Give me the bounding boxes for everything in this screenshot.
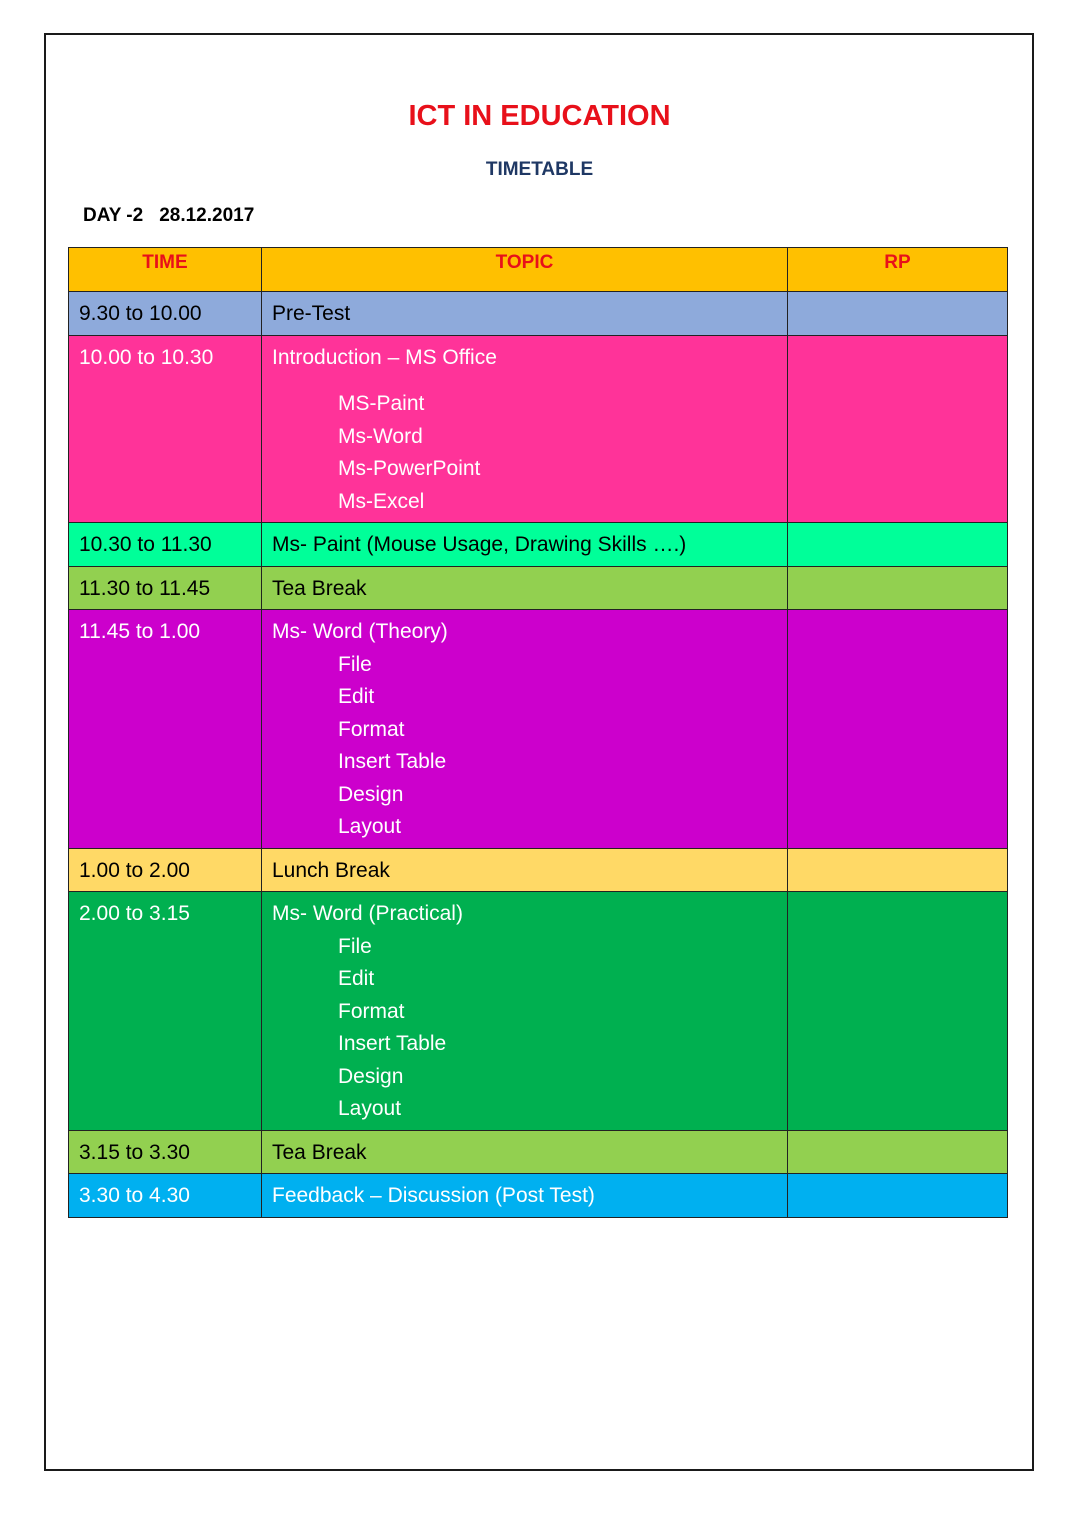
rp-cell: [788, 848, 1008, 892]
subtopic-item: Format: [338, 717, 405, 741]
time-cell: 9.30 to 10.00: [69, 292, 262, 336]
table-row: [69, 610, 1008, 849]
topic-title: Lunch Break: [272, 858, 390, 882]
topic-cell: [262, 1174, 788, 1218]
time-cell: 3.15 to 3.30: [69, 1130, 262, 1174]
time-cell: 10.30 to 11.30: [69, 523, 262, 567]
day-date-line: [83, 205, 270, 227]
timetable-body: [69, 292, 1008, 1218]
subtopic-item: Layout: [338, 815, 402, 838]
table-row: [69, 335, 1008, 523]
rp-cell: [788, 523, 1008, 567]
subtopic-item: File: [338, 934, 372, 958]
time-cell: 3.30 to 4.30: [69, 1174, 262, 1218]
rp-cell: [788, 610, 1008, 849]
topic-cell: [262, 335, 788, 523]
subtopic-item: MS-Paint: [338, 392, 425, 415]
time-cell: 10.00 to 10.30: [69, 335, 262, 523]
topic-title: Ms- Paint (Mouse Usage, Drawing Skills ….): [272, 533, 687, 556]
topic-cell: [262, 523, 788, 567]
header-topic: TOPIC: [262, 248, 788, 292]
table-row: [69, 292, 1008, 336]
subtopic-item: Design: [338, 782, 404, 806]
day-label: DAY -2: [83, 205, 144, 226]
rp-cell: [788, 566, 1008, 610]
topic-cell: [262, 292, 788, 336]
table-row: [69, 566, 1008, 610]
time-cell: 11.45 to 1.00: [69, 610, 262, 849]
subtopic-item: Ms-PowerPoint: [338, 457, 481, 480]
subtopic-item: Edit: [338, 967, 375, 990]
topic-cell: [262, 610, 788, 849]
rp-cell: [788, 1130, 1008, 1174]
topic-title: Pre-Test: [272, 302, 351, 325]
rp-cell: [788, 892, 1008, 1131]
subtopic-item: File: [338, 652, 372, 676]
header-time: TIME: [69, 248, 262, 292]
subtopic-item: Ms-Excel: [338, 489, 425, 513]
date-label: 28.12.2017: [159, 205, 255, 226]
topic-title: Introduction – MS Office: [272, 345, 497, 369]
table-row: [69, 892, 1008, 1131]
table-row: [69, 1174, 1008, 1218]
topic-cell: [262, 566, 788, 610]
document-subtitle: TIMETABLE: [485, 159, 594, 180]
subtopic-item: Edit: [338, 685, 375, 708]
subtopic-item: Design: [338, 1064, 404, 1088]
rp-cell: [788, 292, 1008, 336]
table-row: [69, 1130, 1008, 1174]
topic-title: Ms- Word (Theory): [272, 620, 448, 643]
table-row: [69, 523, 1008, 567]
time-cell: 2.00 to 3.15: [69, 892, 262, 1131]
subtopic-item: Format: [338, 999, 405, 1023]
time-cell: 11.30 to 11.45: [69, 566, 262, 610]
topic-title: Tea Break: [272, 1140, 367, 1164]
header-rp: RP: [788, 248, 1008, 292]
topic-cell: [262, 1130, 788, 1174]
subtopic-item: Insert Table: [338, 1032, 447, 1055]
timetable: [68, 247, 1008, 1218]
subtopic-item: Insert Table: [338, 750, 447, 773]
topic-title: Tea Break: [272, 576, 367, 600]
subtopic-item: Layout: [338, 1097, 402, 1120]
header-row: [69, 248, 1008, 292]
rp-cell: [788, 1174, 1008, 1218]
rp-cell: [788, 335, 1008, 523]
topic-cell: [262, 892, 788, 1131]
topic-title: Ms- Word (Practical): [272, 902, 463, 925]
table-row: [69, 848, 1008, 892]
time-cell: 1.00 to 2.00: [69, 848, 262, 892]
topic-cell: [262, 848, 788, 892]
topic-title: Feedback – Discussion (Post Test): [272, 1184, 595, 1207]
subtopic-item: Ms-Word: [338, 424, 423, 448]
document-title: ICT IN EDUCATION: [408, 100, 671, 132]
